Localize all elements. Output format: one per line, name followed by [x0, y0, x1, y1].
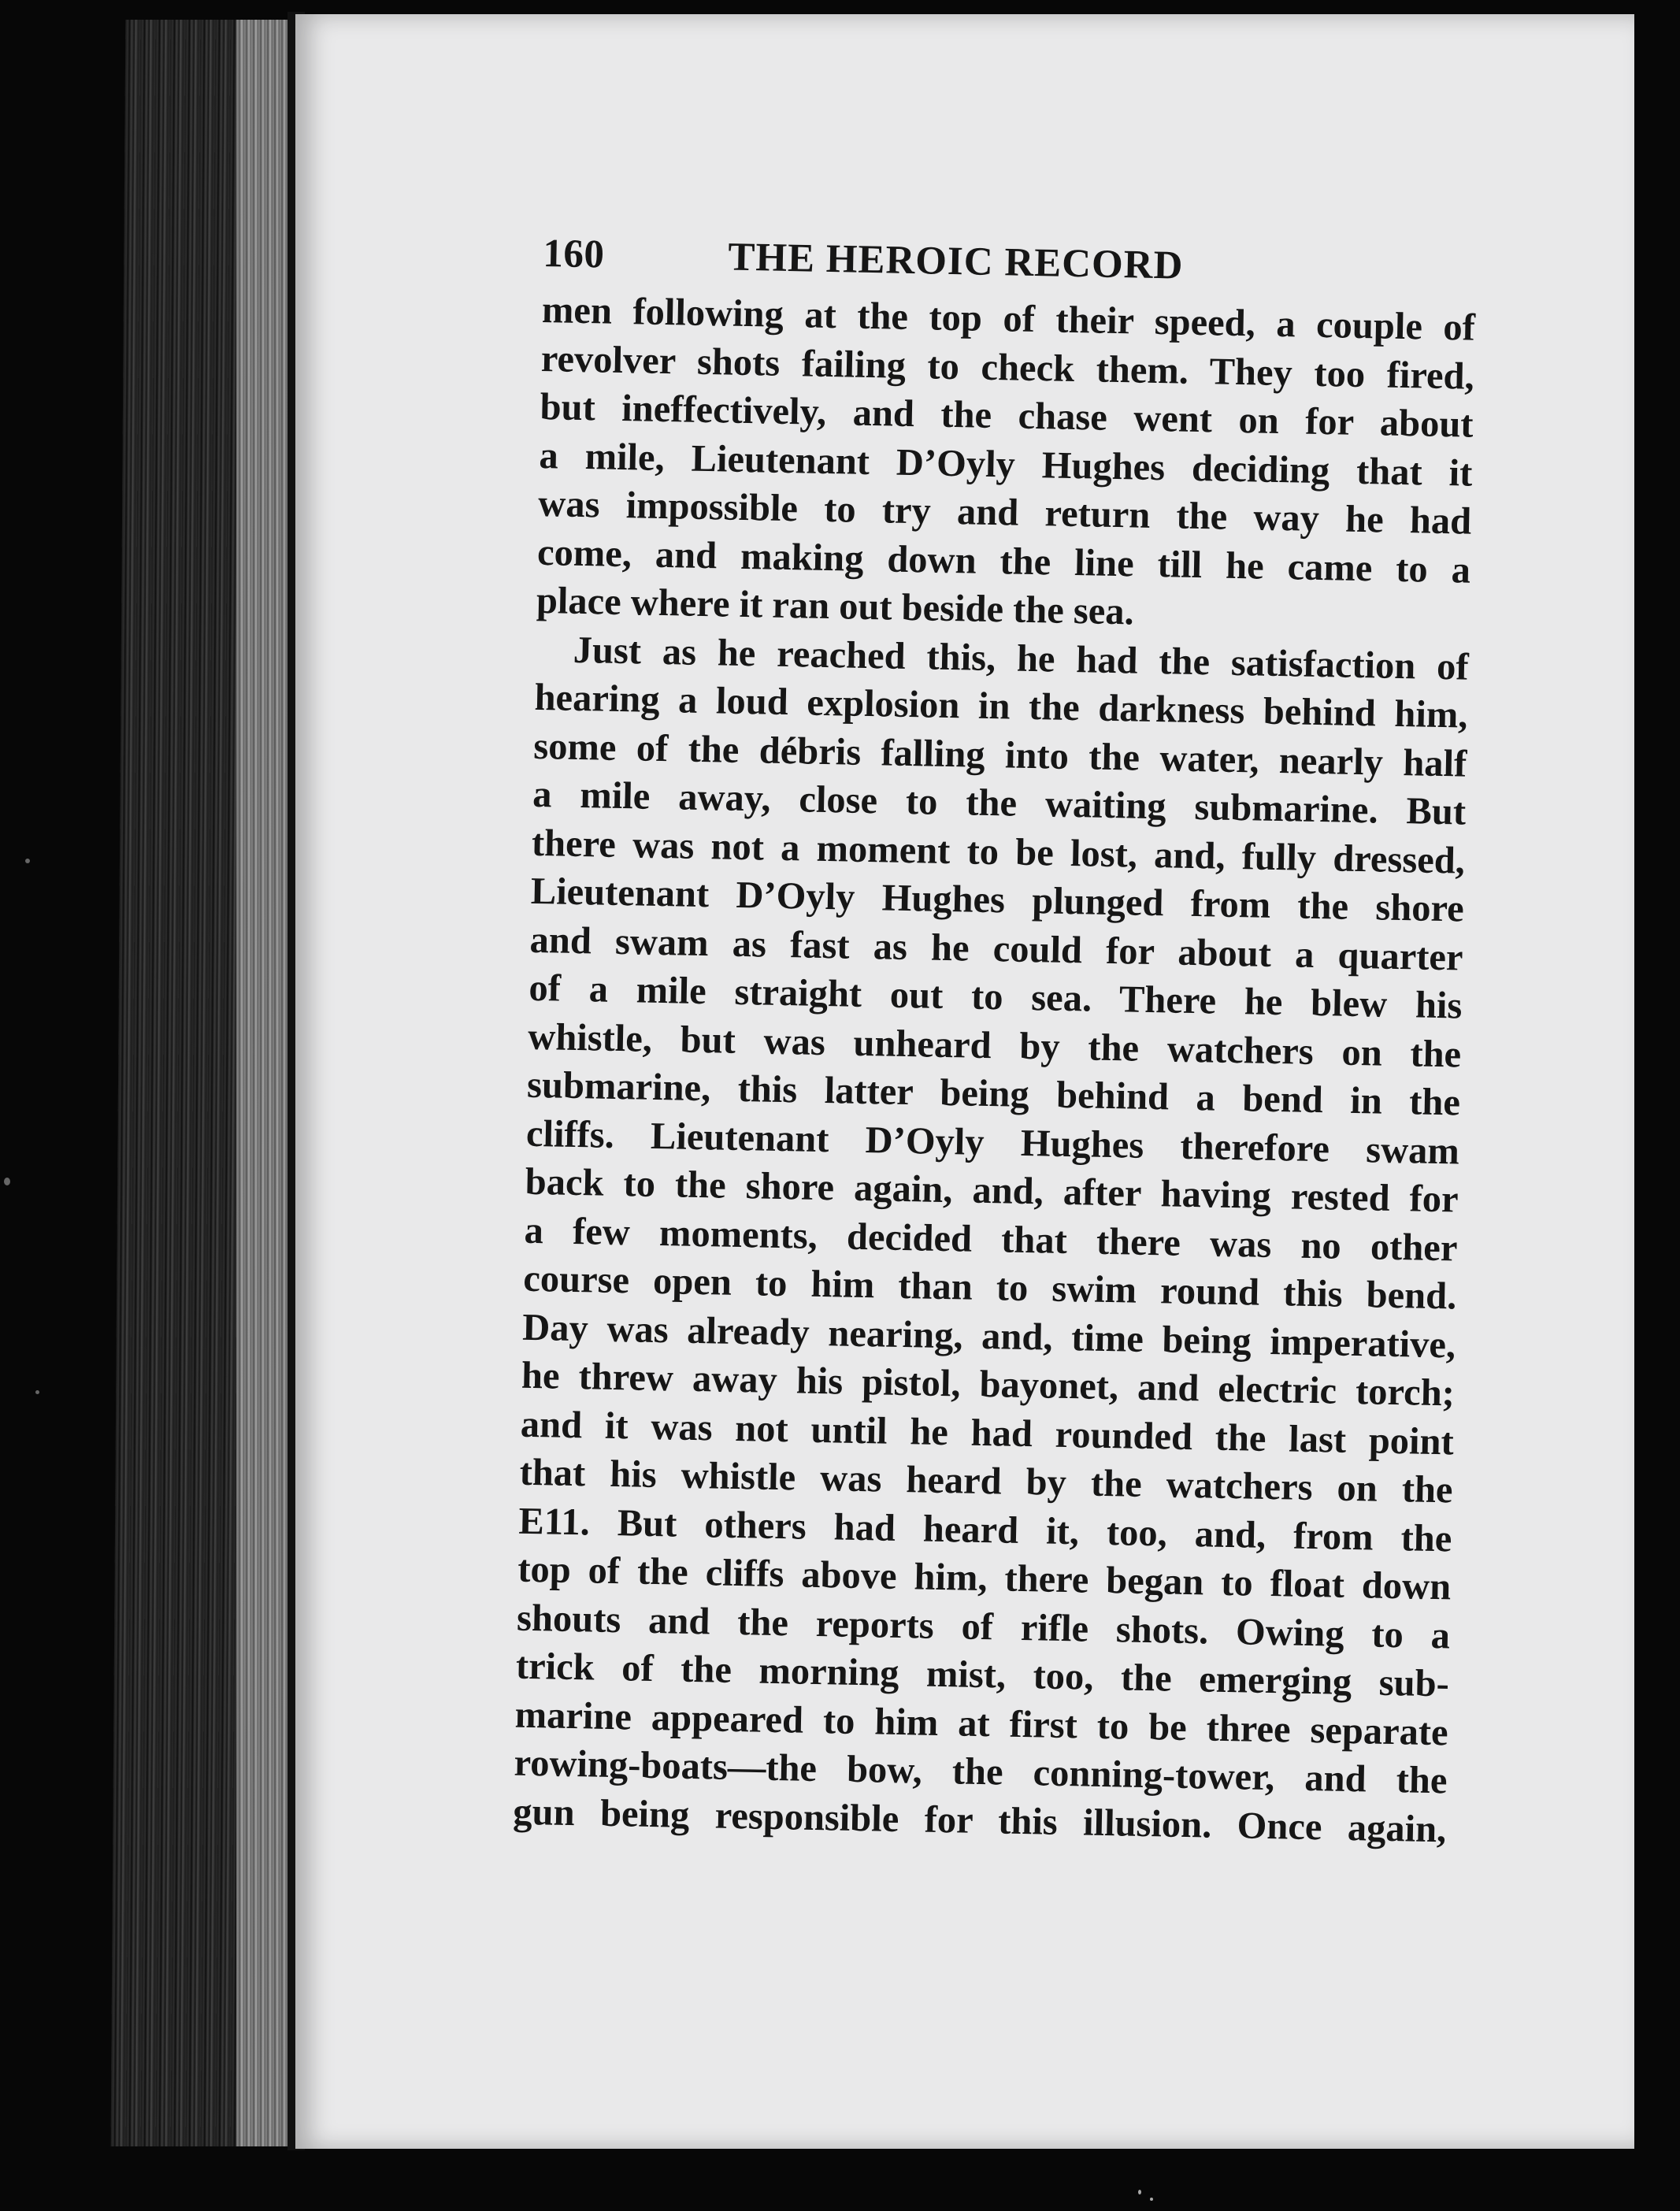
text-line: and swam as fast as he could for about a quarter	[529, 918, 1464, 979]
book-page	[295, 14, 1634, 2149]
scan-speck	[4, 1178, 10, 1185]
text-line: hearing a loud explosion in the darkness behind him,	[534, 676, 1468, 736]
body-text	[513, 286, 1476, 1853]
text-line: gun being responsible for this illusion. Once again,	[512, 1790, 1447, 1850]
text-line: rowing-boats—the bow, the conning-tower, and the	[514, 1742, 1448, 1802]
text-line: he threw away his pistol, bayonet, and electric torch;	[521, 1354, 1456, 1415]
text-line: a mile away, close to the waiting submarine. But	[532, 773, 1467, 833]
text-line: a mile, Lieutenant D’Oyly Hughes deciding that it	[539, 434, 1473, 495]
scan-speck	[1150, 2198, 1153, 2201]
scan-speck	[35, 1390, 39, 1394]
text-line: Just as he reached this, he had the satisfaction of	[573, 629, 1470, 688]
text-line: Lieutenant D’Oyly Hughes plunged from the shore	[530, 870, 1465, 930]
text-line: that his whistle was heard by the watchers on the	[519, 1451, 1454, 1512]
text-line: some of the débris falling into the water, nearly half	[532, 725, 1467, 785]
text-line: place where it ran out beside the sea.	[536, 579, 1135, 633]
text-line: was impossible to try and return the way he had	[537, 482, 1472, 543]
text-line: revolver shots failing to check them. They too fired,	[540, 337, 1475, 398]
text-line: submarine, this latter being behind a bend in the	[526, 1063, 1461, 1124]
text-line: course open to him than to swim round this bend.	[522, 1257, 1457, 1318]
scan-speck	[25, 859, 30, 863]
text-line: cliffs. Lieutenant D’Oyly Hughes therefore swam	[525, 1112, 1460, 1173]
text-line: there was not a moment to be lost, and, fully dressed,	[531, 822, 1466, 882]
paragraph	[536, 286, 1475, 643]
page-content	[513, 231, 1489, 1854]
book-page-edges-highlight	[236, 20, 291, 2146]
text-line: back to the shore again, and, after having rested for	[525, 1160, 1459, 1221]
page-number: 160	[542, 231, 605, 277]
text-line: Day was already nearing, and, time being imperative,	[521, 1306, 1456, 1366]
text-line: marine appeared to him at first to be three separate	[514, 1693, 1449, 1753]
running-title: THE HEROIC RECORD	[727, 235, 1184, 288]
text-line: of a mile straight out to sea. There he blew his	[528, 966, 1463, 1027]
text-line: top of the cliffs above him, there began to float down	[517, 1548, 1452, 1608]
paragraph	[513, 625, 1469, 1853]
text-line: trick of the morning mist, too, the emerging sub-	[515, 1645, 1450, 1705]
scan-speck	[1138, 2190, 1141, 2194]
text-line: come, and making down the line till he came to a	[536, 531, 1471, 592]
text-line: shouts and the reports of rifle shots. Owing to a	[516, 1597, 1451, 1656]
text-line: and it was not until he had rounded the last point	[520, 1403, 1455, 1463]
text-line: a few moments, decided that there was no other	[524, 1209, 1458, 1270]
text-line: E11. But others had heard it, too, and, from the	[518, 1500, 1452, 1560]
text-line: men following at the top of their speed, a couple of	[541, 288, 1476, 349]
text-line: but ineffectively, and the chase went on for about	[540, 385, 1474, 446]
text-line: whistle, but was unheard by the watchers on the	[527, 1015, 1462, 1076]
